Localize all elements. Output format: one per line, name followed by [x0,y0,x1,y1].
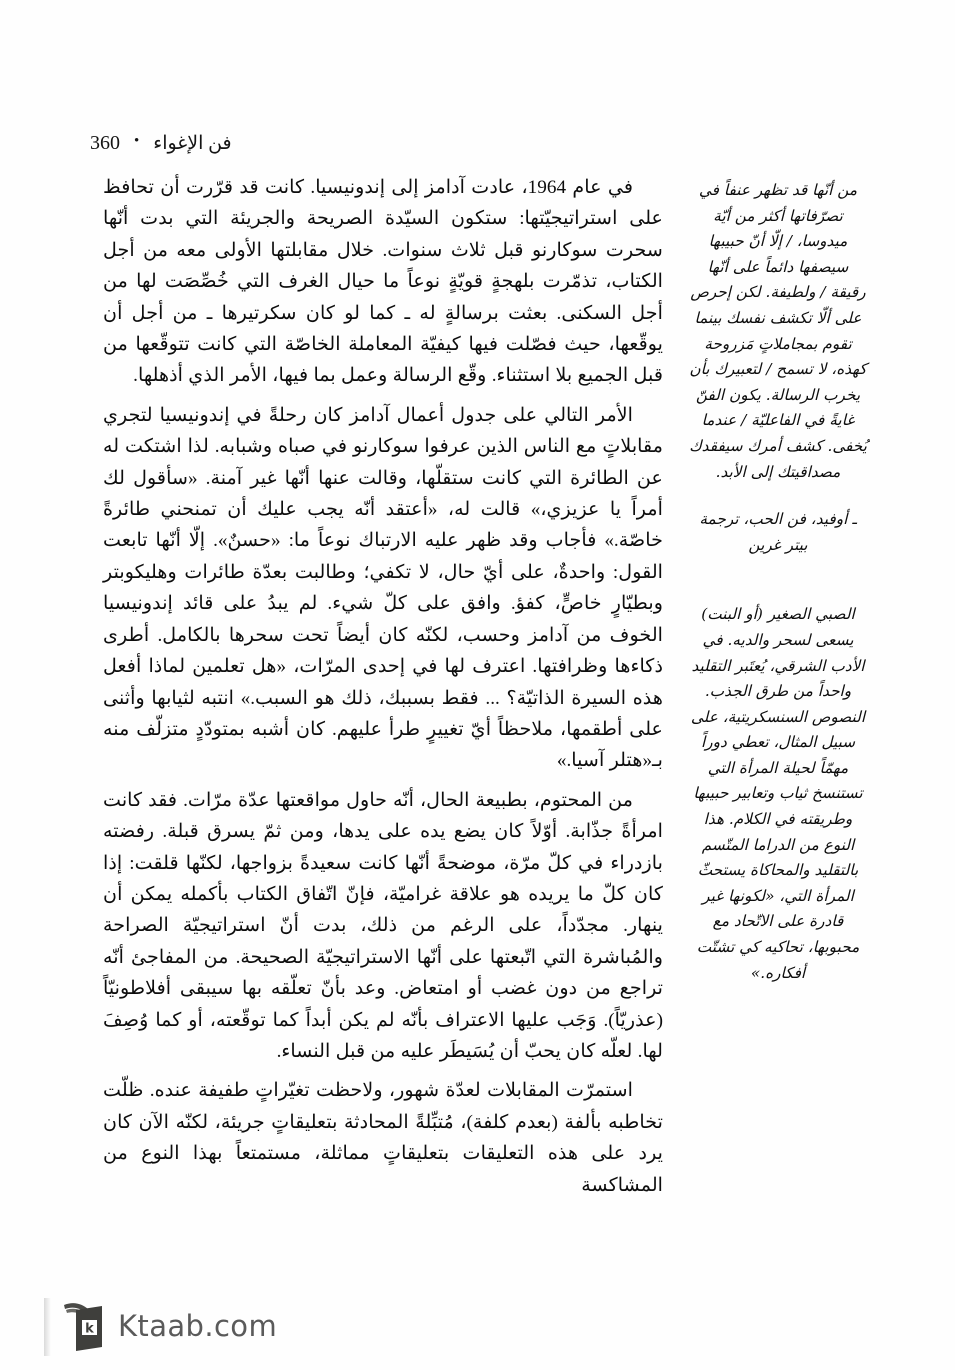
content-area [86,172,867,1262]
body-paragraph: من المحتوم، بطبيعة الحال، أنّه حاول مواقعتها عدّة مرّات. فقد كانت امرأةً جذّابة. أوّلاً كان يضع يده على يدها، ومن ثمّ يسرق قبلة. رفضته بازدراء في كلّ مرّة، موضحةً أنّها كانت سعيدةً بزواجها، لكنّها قلقت: إذا كان كلّ ما يريده هو علاقة غراميّة، فإنّ اتّفاق الكتاب بأكمله يمكن أن ينهار. مجدّداً، على الرغم من ذلك، بدت أنّ استراتيجيّة الصراحة والمُباشرة التي اتّبعتها على أنّها الاستراتيجيّة الصحيحة. من المفاجئ أنّه تراجع من دون غضب أو امتعاض. وعد بأنّ تعلّقه بها سيبقى أفلاطونيّاً (عذريّاً). وَجَب عليها الاعتراف بأنّه لم يكن أبداً كما توقّعته، أو كما وُصِفَ لها. لعلّه كان يحبّ أن يُسَيطَر عليه من قبل النساء. [103,789,663,1062]
page-spine-shadow [44,1298,51,1356]
body-paragraph: الأمر التالي على جدول أعمال آدامز كان رحلةً في إندونيسيا لتجري مقابلاتٍ مع الناس الذين عرفوا سوكارنو في صباه وشبابه. لذا اشتكت له عن الطائرة التي كانت ستقلّها، وقالت عنها أنّها غير آمنة. «سأقول لك أمراً يا عزيزي،» قالت له، «أعتقد أنّه يجب عليك أن تمنحني طائرةً خاصّة.» فأجاب وقد ظهر عليه الارتباك نوعاً ما: «حسنٌ». إلّا أنّها تابعت القول: واحدةٌ، على أيّ حال، لا تكفي؛ وطالبت بعدّة طائرات وهليكوبتر وبطيّارٍ خاصٍّ، كفؤ. وافق على كلّ شيء. لم يبدُ على قائد إندونيسيا الخوف من آدامز وحسب، لكنّه كان أيضاً تحت سحرها بالكامل. أطرى ذكاءها وظرافتها. اعترف لها في إحدى المرّات، «هل تعلمين لماذا أفعل هذه السيرة الذاتيّة؟ ... فقط بسببك، ذلك هو السبب.» انتبه لثيابها وأثنى على أطقمها، ملاحظاً أيّ تغييرٍ طرأ عليهم. كان أشبه بمتودّدٍ متزلّف منه بـ«هتلر آسيا.» [103,404,663,772]
margin-note-commentary: الصبي الصغير (أو البنت) يسعى لسحر والديه. في الأدب الشرقي، يُعتَبر التقليد واحداً من طرق الجذب. النصوص السنسكريتية، على سبيل المثال، تعطي دوراً مهمّاً لحيلة المرأة التي تستنسخ ثياب وتعابير حبيبها وطريقته في الكلام. هذا النوع من الدراما المتّسم بالتقليد والمحاكاة يستحثّ المرأة التي، «لكونها غير قادرة على الاتّحاد مع محبوبها، تحاكيه كي تشتّت أفكاره.» [690,605,866,982]
margin-note-attribution: ـ أوفيد، فن الحب، ترجمة بيتر غرين [699,510,857,554]
site-watermark [62,1300,277,1352]
site-wordmark: Ktaab.com [118,1309,278,1343]
margin-note-quote: من أنّها قد تظهر عنفاً في تصرّفاتها أكثر من أيّة ميدوسا، / إلّا أنّ حبيبها سيصفها دائماً على أنّها رقيقة / ولطيفة. لكن إحرص على ألّا تكشف نفسك بينما تقوم بمجاملاتٍ مَزروحة كهذه، لا تسمح / لتعبيرك بأن يخرب الرسالة. يكون الفنّ غايةً في الفاعليّة / عندما يُخفى. كشف أمرك سيفقدك مصداقيتك إلى الأبد. [689,181,867,481]
book-icon [62,1300,106,1352]
margin-notes-gap [689,558,867,602]
body-paragraph: في عام 1964، عادت آدامز إلى إندونيسيا. كانت قد قرّرت أن تحافظ على استراتيجيّتها: ستكون السيّدة الصريحة والجريئة التي بدت أنّها سحرت سوكارنو قبل ثلاث سنوات. خلال مقابلتها الأولى معه من أجل الكتاب، تذمّرت بلهجةٍ قويّةٍ نوعاً ما حيال الغرف التي خُصِّصَت لها من أجل السكنى. بعثت برسالةٍ له ـ كما لو كان سكرتيرها ـ من أجل أن يوقّعها، حيث فصّلت فيها كيفيّة المعاملة الخاصّة التي كانت تتوقّعها من قبل الجميع بلا استثناء. وقّع الرسالة وعمل بما فيها، الأمر الذي أذهلها. [103,177,663,387]
running-head-separator-dot: • [134,132,140,149]
running-head-title: فن الإغواء [153,132,232,154]
main-text-column [103,172,663,1262]
body-paragraph: استمرّت المقابلات لعدّة شهور، ولاحظت تغيّراتٍ طفيفة عنده. ظلّت تخاطبه بألفة (بعدم كلفة)، مُتبِّلةً المحادثة بتعليقاتٍ جريئة، لكنّه الآن كان يرد على هذه التعليقات بتعليقاتٍ مماثلة، مستمتعاً بهذا النوع من المشاكسة [103,1080,663,1196]
page-number: 360 [90,131,120,154]
running-head [90,128,865,158]
book-icon-letter: k [85,1321,94,1337]
margin-notes-column [689,172,867,1262]
